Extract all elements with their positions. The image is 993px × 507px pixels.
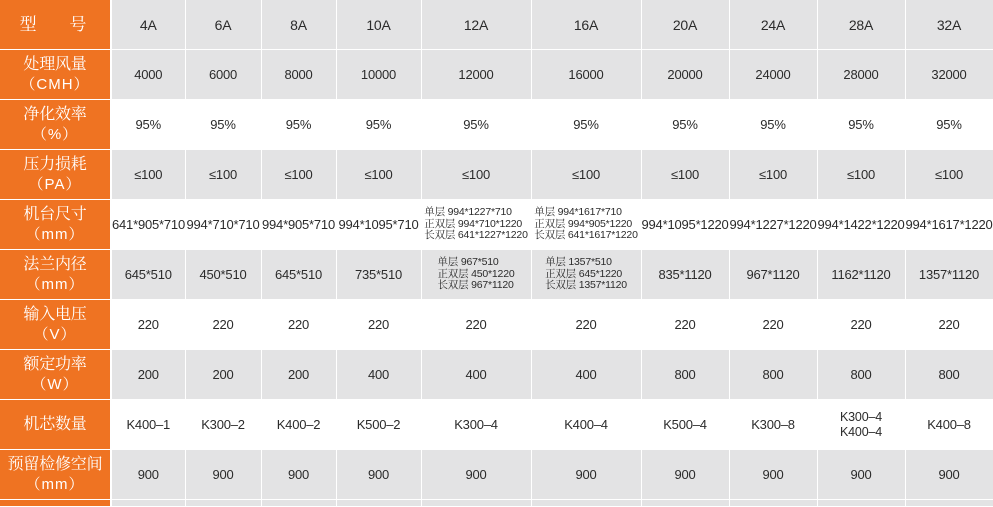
model-column-header: 16A (531, 0, 641, 50)
spec-cell: 220 (336, 300, 421, 350)
row-label: 法兰内径 (23, 255, 87, 273)
spec-cell-line: 长双层 641*1227*1220 (424, 229, 528, 242)
bottom-strip-cell (336, 500, 421, 507)
spec-cell-line: 长双层 967*1120 (437, 279, 514, 292)
row-label: 机台尺寸 (23, 205, 87, 223)
spec-cell: 450*510 (185, 250, 261, 300)
spec-cell: 800 (817, 350, 905, 400)
spec-cell: 95% (905, 100, 993, 150)
spec-cell: 400 (336, 350, 421, 400)
spec-cell: 994*1617*1220 (905, 200, 993, 250)
spec-cell: 994*1095*1220 (641, 200, 729, 250)
row-label: 预留检修空间 (7, 455, 103, 473)
row-header (0, 200, 111, 250)
row-label: 额定功率 (23, 355, 87, 373)
spec-cell: 645*510 (261, 250, 336, 300)
spec-row (0, 50, 993, 100)
row-header (0, 400, 111, 450)
spec-cell: 900 (641, 450, 729, 500)
spec-cell: 800 (729, 350, 817, 400)
spec-cell: 900 (185, 450, 261, 500)
spec-cell: 16000 (531, 50, 641, 100)
spec-cell: 400 (421, 350, 531, 400)
row-header (0, 450, 111, 500)
spec-cell-line: K400–4 (840, 424, 882, 439)
row-unit: （mm） (25, 475, 85, 493)
spec-cell: 900 (336, 450, 421, 500)
row-header (0, 350, 111, 400)
spec-cell: ≤100 (729, 150, 817, 200)
model-column-header: 32A (905, 0, 993, 50)
spec-cell: 10000 (336, 50, 421, 100)
spec-cell: 8000 (261, 50, 336, 100)
spec-cell-line: 单层 967*510 (437, 256, 499, 269)
spec-cell-line: K300–4 (840, 409, 882, 424)
spec-cell-line: 长双层 1357*1120 (545, 279, 627, 292)
spec-row (0, 450, 993, 500)
spec-cell: 994*1422*1220 (817, 200, 905, 250)
spec-cell: ≤100 (336, 150, 421, 200)
spec-cell: 994*1095*710 (336, 200, 421, 250)
spec-cell: 200 (261, 350, 336, 400)
spec-cell: K500–2 (336, 400, 421, 450)
spec-cell: 4000 (111, 50, 185, 100)
model-column-header: 10A (336, 0, 421, 50)
spec-row (0, 400, 993, 450)
bottom-strip-cell (531, 500, 641, 507)
spec-cell: ≤100 (421, 150, 531, 200)
spec-row (0, 100, 993, 150)
row-unit: （PA） (28, 175, 82, 193)
bottom-strip-cell (261, 500, 336, 507)
bottom-strip-cell (421, 500, 531, 507)
spec-cell: 220 (531, 300, 641, 350)
model-column-header: 20A (641, 0, 729, 50)
spec-cell: K300–8 (729, 400, 817, 450)
spec-cell: ≤100 (185, 150, 261, 200)
spec-row (0, 200, 993, 250)
row-header (0, 300, 111, 350)
spec-cell: 900 (421, 450, 531, 500)
spec-row (0, 350, 993, 400)
row-label: 净化效率 (23, 105, 87, 123)
spec-cell: 900 (817, 450, 905, 500)
row-header (0, 250, 111, 300)
spec-cell: ≤100 (531, 150, 641, 200)
spec-cell: 220 (185, 300, 261, 350)
spec-cell: K300–4 (421, 400, 531, 450)
row-label: 处理风量 (23, 55, 87, 73)
spec-cell: 220 (817, 300, 905, 350)
spec-cell: K400–4 (531, 400, 641, 450)
model-column-header: 24A (729, 0, 817, 50)
spec-cell (531, 200, 641, 250)
spec-cell: 220 (261, 300, 336, 350)
model-column-header: 28A (817, 0, 905, 50)
spec-cell: ≤100 (111, 150, 185, 200)
spec-cell: 800 (641, 350, 729, 400)
spec-cell: ≤100 (817, 150, 905, 200)
spec-cell: 95% (185, 100, 261, 150)
row-label: 输入电压 (23, 305, 87, 323)
row-header (0, 150, 111, 200)
spec-cell-line: 正双层 994*710*1220 (424, 217, 523, 230)
spec-cell-line: 长双层 641*1617*1220 (534, 229, 638, 242)
spec-cell: 900 (905, 450, 993, 500)
spec-cell: 95% (336, 100, 421, 150)
row-unit: （mm） (25, 275, 85, 293)
row-unit: （CMH） (20, 75, 90, 93)
spec-cell: 900 (261, 450, 336, 500)
model-header: 型 号 (0, 0, 111, 50)
header-row (0, 0, 993, 50)
spec-cell: 400 (531, 350, 641, 400)
spec-cell: 994*905*710 (261, 200, 336, 250)
spec-cell: 95% (531, 100, 641, 150)
spec-cell: 28000 (817, 50, 905, 100)
bottom-strip-cell (185, 500, 261, 507)
spec-cell: K400–2 (261, 400, 336, 450)
spec-cell: 95% (641, 100, 729, 150)
spec-cell: 735*510 (336, 250, 421, 300)
spec-cell: ≤100 (641, 150, 729, 200)
spec-cell: 1357*1120 (905, 250, 993, 300)
spec-cell-line: 单层 1357*510 (545, 256, 612, 269)
spec-cell: 200 (185, 350, 261, 400)
spec-cell: 200 (111, 350, 185, 400)
spec-row (0, 250, 993, 300)
spec-cell: 800 (905, 350, 993, 400)
spec-cell: 220 (641, 300, 729, 350)
spec-cell: 95% (111, 100, 185, 150)
spec-cell: 12000 (421, 50, 531, 100)
spec-cell: 994*710*710 (185, 200, 261, 250)
spec-cell: 6000 (185, 50, 261, 100)
bottom-strip-cell (905, 500, 993, 507)
spec-cell: 95% (421, 100, 531, 150)
bottom-strip-cell (729, 500, 817, 507)
spec-cell: 95% (729, 100, 817, 150)
spec-cell (531, 250, 641, 300)
spec-cell: 1162*1120 (817, 250, 905, 300)
spec-cell: 835*1120 (641, 250, 729, 300)
spec-cell-line: 单层 994*1227*710 (424, 206, 512, 219)
spec-row (0, 150, 993, 200)
spec-cell: 24000 (729, 50, 817, 100)
row-label: 压力损耗 (23, 155, 87, 173)
row-label: 机芯数量 (23, 415, 87, 433)
spec-cell-line: 正双层 645*1220 (545, 267, 623, 280)
spec-cell: 220 (729, 300, 817, 350)
spec-cell: 20000 (641, 50, 729, 100)
spec-cell: ≤100 (905, 150, 993, 200)
table-bottom-strip (0, 500, 993, 507)
spec-cell: K400–1 (111, 400, 185, 450)
model-column-header: 12A (421, 0, 531, 50)
row-header (0, 50, 111, 100)
spec-cell: 95% (261, 100, 336, 150)
model-column-header: 8A (261, 0, 336, 50)
spec-cell: 900 (111, 450, 185, 500)
spec-cell: ≤100 (261, 150, 336, 200)
spec-cell: 994*1227*1220 (729, 200, 817, 250)
spec-row (0, 300, 993, 350)
model-column-header: 4A (111, 0, 185, 50)
bottom-strip-cell (641, 500, 729, 507)
bottom-strip-header (0, 500, 111, 507)
row-unit: （mm） (25, 225, 85, 243)
spec-cell: 95% (817, 100, 905, 150)
spec-cell (421, 200, 531, 250)
spec-cell: K300–2 (185, 400, 261, 450)
spec-cell: 900 (729, 450, 817, 500)
spec-cell (817, 400, 905, 450)
row-header (0, 100, 111, 150)
spec-cell (421, 250, 531, 300)
spec-cell: K400–8 (905, 400, 993, 450)
spec-cell: 220 (905, 300, 993, 350)
row-unit: （V） (33, 325, 77, 343)
spec-cell: 900 (531, 450, 641, 500)
row-unit: （W） (31, 375, 79, 393)
spec-cell-line: 正双层 450*1220 (437, 267, 515, 280)
spec-cell: 967*1120 (729, 250, 817, 300)
row-unit: （%） (31, 125, 79, 143)
spec-cell: 641*905*710 (111, 200, 185, 250)
spec-cell: 220 (111, 300, 185, 350)
spec-cell: 32000 (905, 50, 993, 100)
bottom-strip-cell (111, 500, 185, 507)
spec-cell: 220 (421, 300, 531, 350)
spec-cell-line: 单层 994*1617*710 (534, 206, 622, 219)
spec-cell: 645*510 (111, 250, 185, 300)
spec-cell-line: 正双层 994*905*1220 (534, 217, 633, 230)
spec-cell: K500–4 (641, 400, 729, 450)
model-column-header: 6A (185, 0, 261, 50)
bottom-strip-cell (817, 500, 905, 507)
